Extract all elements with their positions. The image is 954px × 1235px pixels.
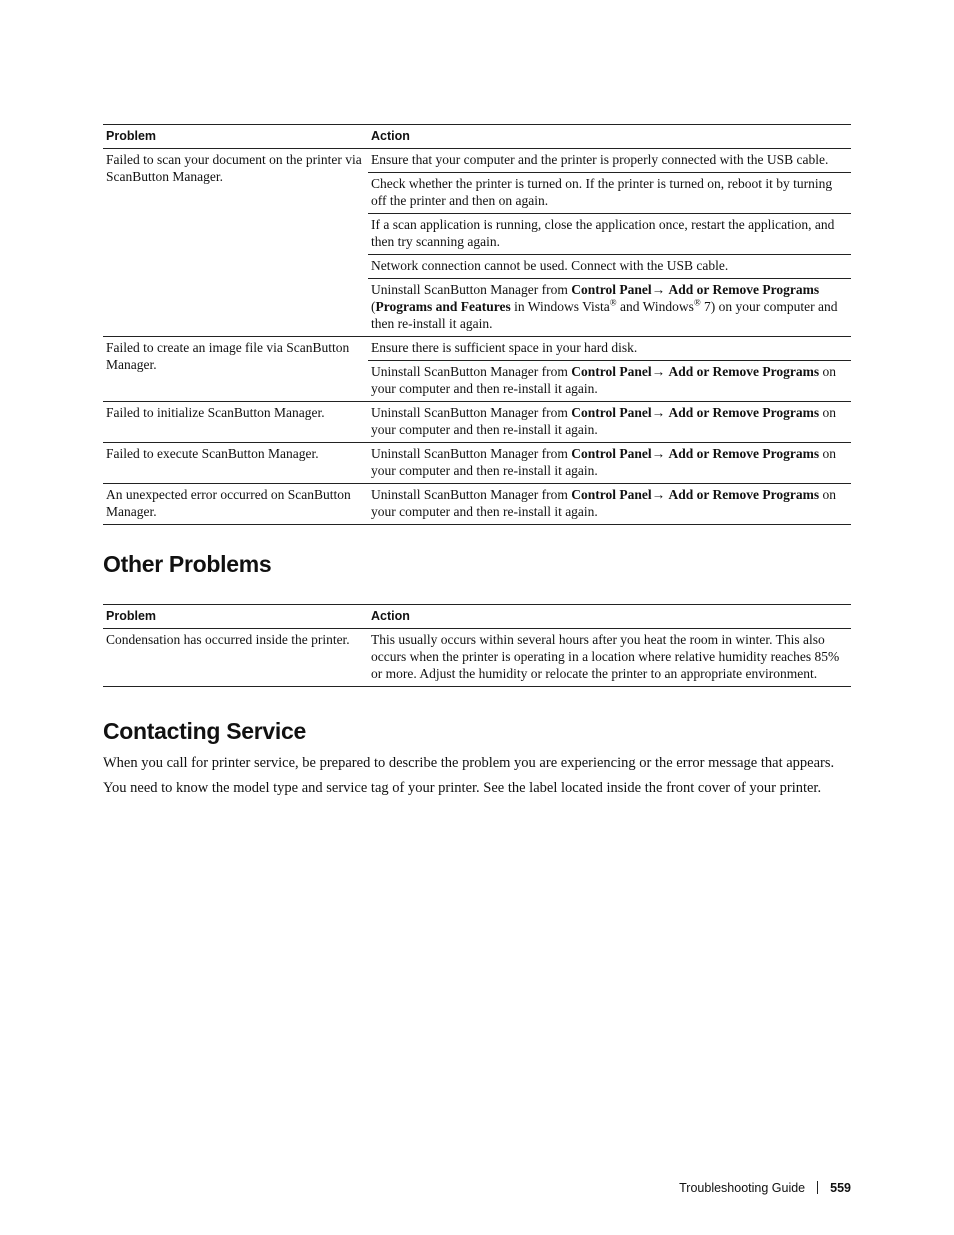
other-problems-table-wrap — [103, 604, 851, 687]
problem-cell: Failed to scan your document on the printer via ScanButton Manager. — [103, 149, 368, 337]
action-cell — [368, 279, 851, 337]
add-remove-programs-label: Add or Remove Programs — [668, 446, 820, 461]
control-panel-label: Control Panel — [571, 446, 652, 461]
header-problem: Problem — [103, 605, 368, 629]
action-cell: Ensure there is sufficient space in your hard disk. — [368, 337, 851, 361]
add-remove-programs-label: Add or Remove Programs — [668, 364, 820, 379]
problem-cell: An unexpected error occurred on ScanButton Manager. — [103, 484, 368, 525]
scanbutton-problems-table — [103, 124, 851, 525]
action-text: Uninstall ScanButton Manager from — [371, 487, 572, 502]
table-row — [103, 149, 851, 173]
problem-cell: Failed to create an image file via ScanButton Manager. — [103, 337, 368, 402]
action-text: and Windows — [616, 299, 694, 314]
table-row — [103, 337, 851, 361]
control-panel-label: Control Panel — [571, 405, 652, 420]
arrow-glyph: → — [651, 405, 669, 420]
action-text: Uninstall ScanButton Manager from — [371, 446, 572, 461]
table-row — [103, 443, 851, 484]
footer-section-title: Troubleshooting Guide — [679, 1181, 806, 1195]
contacting-service-body — [103, 754, 851, 804]
action-cell: Network connection cannot be used. Connect with the USB cable. — [368, 255, 851, 279]
header-action: Action — [368, 605, 851, 629]
control-panel-label: Control Panel — [571, 364, 652, 379]
add-remove-programs-label: Add or Remove Programs — [668, 405, 820, 420]
action-text: ( — [371, 299, 376, 314]
action-cell — [368, 402, 851, 443]
action-cell — [368, 443, 851, 484]
action-cell: Ensure that your computer and the printer is properly connected with the USB cable. — [368, 149, 851, 173]
table-row — [103, 629, 851, 687]
table-row — [103, 402, 851, 443]
action-text: on your computer and then re-install it again. — [371, 446, 836, 478]
table-header-row — [103, 605, 851, 629]
action-text: Uninstall ScanButton Manager from — [371, 405, 572, 420]
action-text: 7) on your computer and then re-install it again. — [371, 299, 838, 331]
arrow-glyph: → — [651, 282, 669, 297]
action-cell — [368, 484, 851, 525]
add-remove-programs-label: Add or Remove Programs — [668, 487, 820, 502]
scanbutton-problems-table-wrap — [103, 124, 851, 525]
action-cell — [368, 361, 851, 402]
action-text: Uninstall ScanButton Manager from — [371, 364, 572, 379]
action-text: on your computer and then re-install it again. — [371, 364, 836, 396]
action-text: on your computer and then re-install it again. — [371, 487, 836, 519]
contacting-service-heading: Contacting Service — [103, 718, 306, 744]
problem-cell: Failed to execute ScanButton Manager. — [103, 443, 368, 484]
add-remove-programs-label: Add or Remove Programs — [668, 282, 820, 297]
problem-cell: Condensation has occurred inside the printer. — [103, 629, 368, 687]
programs-features-label: Programs and Features — [375, 299, 511, 314]
other-problems-table — [103, 604, 851, 687]
action-cell: If a scan application is running, close the application once, restart the application, and then try scanning again. — [368, 214, 851, 255]
registered-mark: ® — [693, 297, 701, 308]
page-footer — [679, 1181, 851, 1195]
arrow-glyph: → — [651, 487, 669, 502]
action-text: Uninstall ScanButton Manager from — [371, 282, 572, 297]
page-number: 559 — [830, 1181, 851, 1195]
other-problems-heading: Other Problems — [103, 551, 272, 577]
paragraph: When you call for printer service, be prepared to describe the problem you are experiencing or the error message that appears. — [103, 755, 835, 771]
action-cell: Check whether the printer is turned on. If the printer is turned on, reboot it by turning off the printer and then on again. — [368, 173, 851, 214]
action-text: on your computer and then re-install it again. — [371, 405, 836, 437]
paragraph: You need to know the model type and service tag of your printer. See the label located inside the front cover of your printer. — [103, 780, 822, 796]
arrow-glyph: → — [651, 364, 669, 379]
action-text: in Windows Vista — [510, 299, 610, 314]
problem-cell: Failed to initialize ScanButton Manager. — [103, 402, 368, 443]
control-panel-label: Control Panel — [571, 282, 652, 297]
footer-divider — [817, 1181, 818, 1194]
action-cell: This usually occurs within several hours after you heat the room in winter. This also occurs when the printer is operating in a location where relative humidity reaches 85% or more. Adjust the humidity or relocate the printer to an appropriate environment. — [368, 629, 851, 687]
arrow-glyph: → — [651, 446, 669, 461]
table-header-row — [103, 125, 851, 149]
control-panel-label: Control Panel — [571, 487, 652, 502]
registered-mark: ® — [609, 297, 617, 308]
header-action: Action — [368, 125, 851, 149]
header-problem: Problem — [103, 125, 368, 149]
table-row — [103, 484, 851, 525]
